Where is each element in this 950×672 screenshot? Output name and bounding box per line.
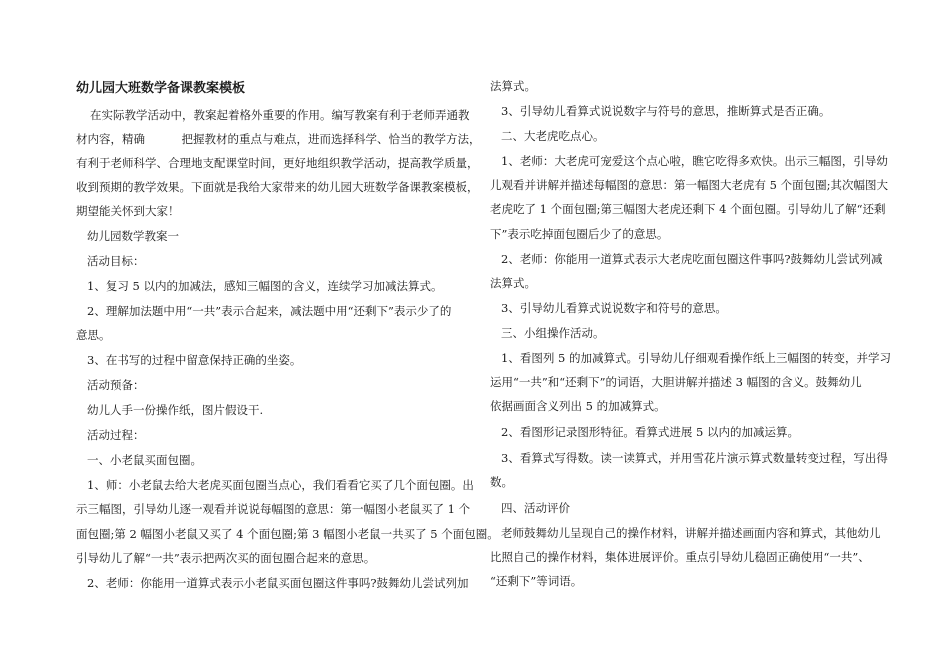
- text-line: “还剩下”等词语。: [490, 574, 583, 588]
- text-line: 下”表示吃掉面包圈后少了的意思。: [490, 227, 669, 241]
- section-heading: 活动目标：: [87, 254, 145, 268]
- text-line: 2、老师：你能用一道算式表示大老虎吃面包圈这件事吗?鼓舞幼儿尝试列减: [501, 252, 883, 266]
- text-line: 法算式。: [490, 276, 536, 290]
- text-line: 1、师：小老鼠去给大老虎买面包圈当点心，我们看看它买了几个面包圈。出: [87, 478, 474, 492]
- section-heading: 二、大老虎吃点心。: [501, 129, 605, 143]
- text-line: 3、看算式写得数。读一读算式，并用雪花片演示算式数量转变过程，写出得: [501, 451, 888, 465]
- text-line: 3、引导幼儿看算式说说数字与符号的意思，推断算式是否正确。: [501, 104, 831, 118]
- text-line: 2、老师：你能用一道算式表示小老鼠买面包圈这件事吗?鼓舞幼儿尝试列加: [87, 576, 469, 590]
- text-line: 3、在书写的过程中留意保持正确的坐姿。: [87, 353, 302, 367]
- text-line: 示三幅图，引导幼儿逐一观看并说说每幅图的意思：第一幅图小老鼠买了 1 个: [76, 502, 471, 516]
- text-line: 2、理解加法题中用“一共”表示合起来，减法题中用“还剩下”表示少了的: [87, 304, 452, 318]
- text-line: 1、老师：大老虎可宠爱这个点心啦，瞧它吃得多欢快。出示三幅图，引导幼: [501, 154, 888, 168]
- text-line: 有利于老师科学、合理地支配课堂时间，更好地组织教学活动，提高教学质量，: [76, 156, 479, 170]
- section-heading: 四、活动评价: [501, 501, 570, 515]
- section-heading: 一、小老鼠买面包圈。: [87, 453, 202, 467]
- text-line: 3、引导幼儿看算式说说数字和符号的意思。: [501, 301, 727, 315]
- text-line: 依据画面含义列出 5 的加减算式。: [490, 399, 666, 413]
- text-line: 期望能关怀到大家！: [76, 204, 180, 218]
- text-line: 收到预期的教学效果。下面就是我给大家带来的幼儿园大班数学备课教案模板，: [76, 180, 479, 194]
- text-line: 老虎吃了 1 个面包圈;第三幅图大老虎还剩下 4 个面包圈。引导幼儿了解“还剩: [490, 202, 886, 216]
- text-line: 老师鼓舞幼儿呈现自己的操作材料，讲解并描述画面内容和算式，其他幼儿: [501, 526, 881, 540]
- text-line: 材内容，精确 把握教材的重点与难点，进而选择科学、恰当的教学方法，: [76, 132, 481, 146]
- text-line: 引导幼儿了解“一共”表示把两次买的面包圈合起来的意思。: [76, 551, 376, 565]
- text-line: 面包圈;第 2 幅图小老鼠又买了 4 个面包圈;第 3 幅图小老鼠一共买了 5 个面包圈。: [76, 527, 499, 541]
- text-line: 1、看图列 5 的加减算式。引导幼儿仔细观看操作纸上三幅图的转变，并学习: [501, 351, 891, 365]
- text-line: 幼儿人手一份操作纸，图片假设干.: [87, 403, 264, 417]
- section-heading: 活动预备：: [87, 378, 145, 392]
- text-line: 意思。: [76, 328, 111, 342]
- text-line: 2、看图形记录图形特征。看算式进展 5 以内的加减运算。: [501, 425, 799, 439]
- text-line: 1、复习 5 以内的加减法，感知三幅图的含义，连续学习加减法算式。: [87, 279, 443, 293]
- section-heading: 三、小组操作活动。: [501, 326, 605, 340]
- text-line: 在实际教学活动中，教案起着格外重要的作用。编写教案有利于老师弄通教: [90, 108, 470, 122]
- text-line: 儿观看并讲解并描述每幅图的意思：第一幅图大老虎有 5 个面包圈;其次幅图大: [490, 178, 888, 192]
- document-title: 幼儿园大班数学备课教案模板: [76, 81, 246, 96]
- text-line: 数。: [490, 475, 513, 489]
- text-line: 运用“一共”和“还剩下”的词语，大胆讲解并描述 3 幅图的含义。鼓舞幼儿: [490, 375, 862, 389]
- text-line: 比照自己的操作材料，集体进展评价。重点引导幼儿稳固正确使用“一共”、: [490, 550, 870, 564]
- text-line: 法算式。: [490, 79, 536, 93]
- section-heading: 活动过程：: [87, 428, 145, 442]
- section-heading: 幼儿园数学教案一: [87, 229, 179, 243]
